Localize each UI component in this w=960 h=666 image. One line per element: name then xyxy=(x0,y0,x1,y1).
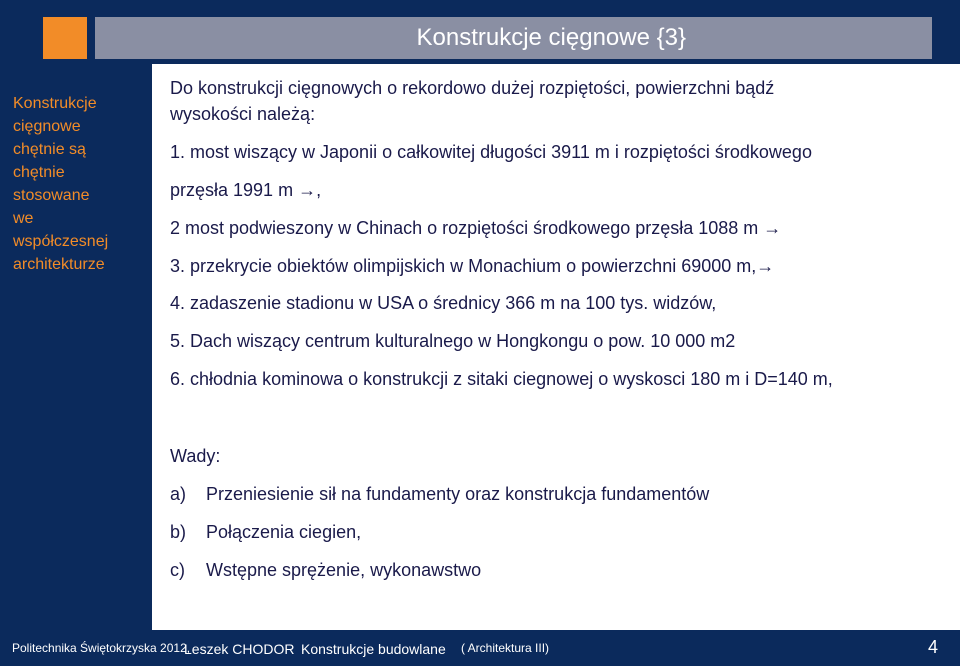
intro-line: wysokości należą: xyxy=(170,104,316,124)
sidebar-line: chętnie xyxy=(13,164,65,181)
sidebar-line: architekturze xyxy=(13,256,105,273)
wady-item-text: Wstępne sprężenie, wykonawstwo xyxy=(206,560,482,580)
list-item: 5. Dach wiszący centrum kulturalnego w Hongkongu o pow. 10 000 m2 xyxy=(170,331,736,351)
list-item: 6. chłodnia kominowa o konstrukcji z sitaki ciegnowej o wyskosci 180 m i D=140 m, xyxy=(170,369,833,389)
wady-item-letter: a) xyxy=(170,484,187,504)
wady-item-letter: c) xyxy=(170,560,185,580)
page-number: 4 xyxy=(927,637,938,657)
sidebar-line: we xyxy=(13,210,34,227)
intro-line: Do konstrukcji cięgnowych o rekordowo dużej rozpiętości, powierzchni bądź xyxy=(170,78,775,98)
title-bar xyxy=(95,17,932,59)
accent-square xyxy=(43,17,87,59)
sidebar-caption xyxy=(13,92,148,276)
sidebar-line: chętnie są xyxy=(13,141,86,158)
wady-item-text: Połączenia ciegien, xyxy=(206,522,362,542)
sidebar-line: cięgnowe xyxy=(13,118,81,135)
footer-course: Konstrukcje budowlane xyxy=(301,641,446,657)
footer xyxy=(0,632,960,666)
wady-item-text: Przeniesienie sił na fundamenty oraz konstrukcja fundamentów xyxy=(206,484,710,504)
slide-title: Konstrukcje cięgnowe {3} xyxy=(416,24,686,51)
wady-item-letter: b) xyxy=(170,522,187,542)
list-item: przęsła 1991 m →, xyxy=(170,180,322,200)
list-item: 4. zadaszenie stadionu w USA o średnicy 366 m na 100 tys. widzów, xyxy=(170,293,717,313)
wady-heading: Wady: xyxy=(170,446,221,466)
content-panel xyxy=(152,64,960,630)
footer-author: Leszek CHODOR xyxy=(184,641,295,657)
footer-series: ( Architektura III) xyxy=(461,641,550,655)
list-item: 3. przekrycie obiektów olimpijskich w Monachium o powierzchni 69000 m,→ xyxy=(170,256,775,276)
sidebar-line: stosowane xyxy=(13,187,90,204)
list-item: 1. most wiszący w Japonii o całkowitej długości 3911 m i rozpiętości środkowego xyxy=(170,142,812,162)
list-item: 2 most podwieszony w Chinach o rozpiętości środkowego przęsła 1088 m → xyxy=(170,218,782,238)
sidebar-line: współczesnej xyxy=(13,233,109,250)
sidebar-line: Konstrukcje xyxy=(13,95,97,112)
footer-institution: Politechnika Świętokrzyska 2012, xyxy=(12,641,191,655)
